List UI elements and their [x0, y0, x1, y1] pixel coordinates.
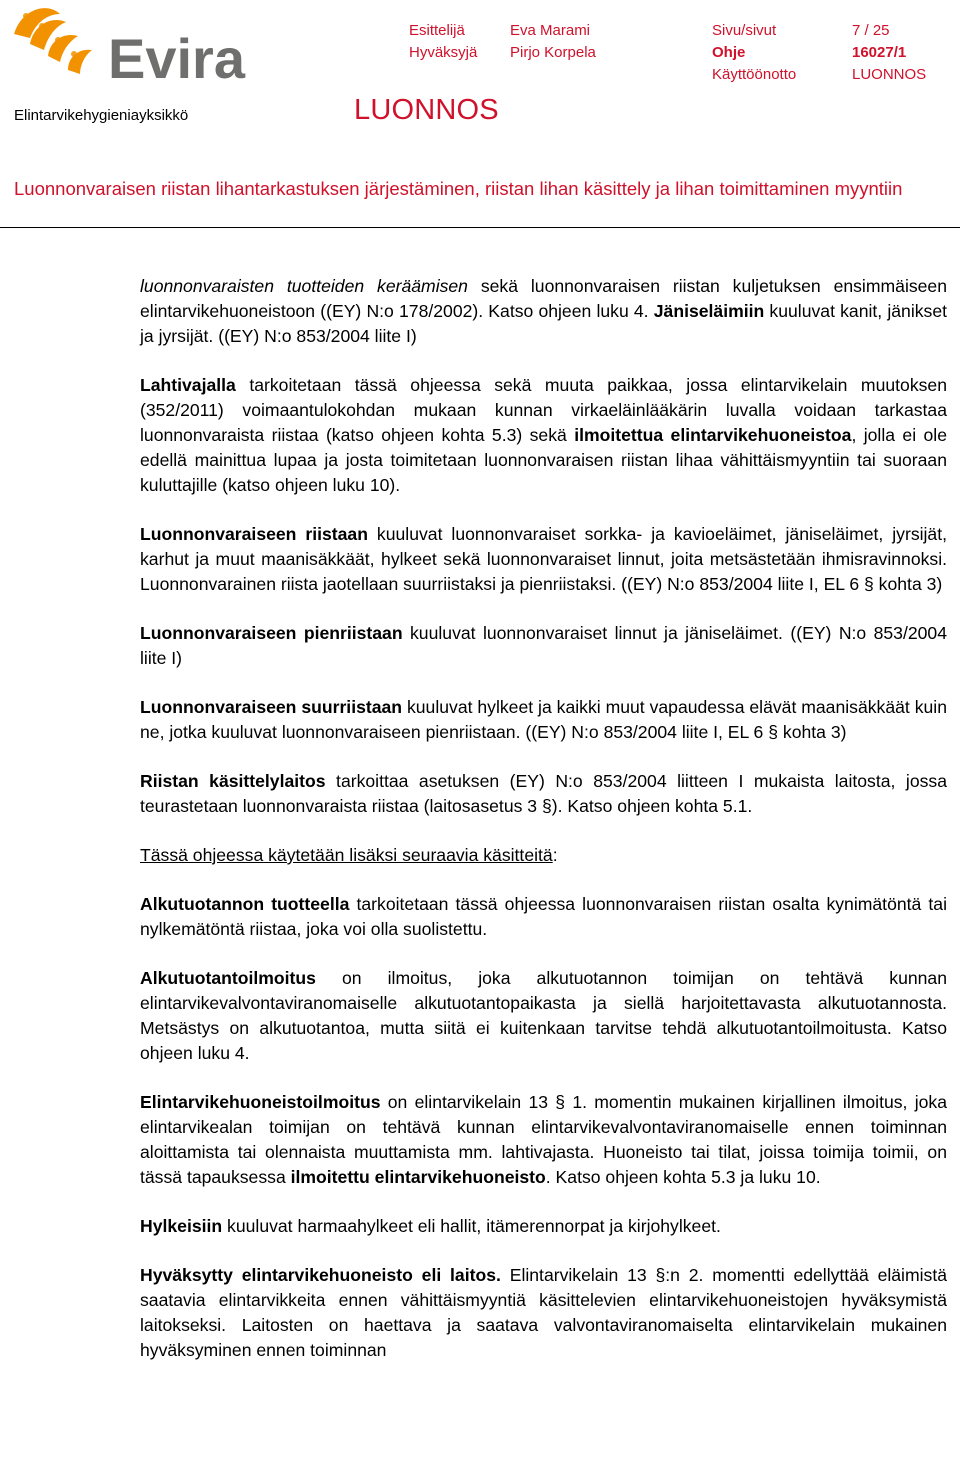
term: Luonnonvaraiseen suurriistaan	[140, 697, 403, 717]
text: ). Katso ohjeen kohta 5.1.	[551, 796, 753, 816]
logo-text: Evira	[108, 27, 245, 88]
section-sign: §	[555, 1092, 566, 1112]
paragraph-hyvaksytty-laitos	[140, 1263, 947, 1363]
text: on elintarvikelain 13	[380, 1092, 556, 1112]
term: Lahtivajalla	[140, 375, 236, 395]
section-sign: §	[655, 1265, 666, 1285]
paragraph-riista	[140, 522, 947, 597]
paragraph-pienriista	[140, 621, 947, 671]
italic-term: luonnonvaraisten tuotteiden keräämisen	[140, 276, 468, 296]
section-sign: §	[768, 722, 779, 742]
text: . Katso ohjeen kohta 5.3 ja luku 10.	[545, 1167, 821, 1187]
sivu-label: Sivu/sivut	[712, 22, 777, 39]
ohje-label: Ohje	[712, 44, 746, 61]
kayttoonotto-label: Käyttöönotto	[712, 66, 797, 83]
hyvaksyja-label: Hyväksyjä	[409, 44, 478, 61]
text: :	[552, 845, 558, 865]
evira-logo	[8, 4, 258, 88]
text: 1. momentin mukainen kirjallinen ilmoitus, joka elintarvikealan toimijan on tehtävä kunnan elintarvikevalvontaviranomaiselle ennen toiminnan aloittamista tai olennaista muuttamista mm. lahtivajasta. Huoneisto tai tilat, joissa toimija toimii, on tässä tapauksessa	[140, 1092, 947, 1187]
term: Riistan käsittelylaitos	[140, 771, 326, 791]
paragraph-kasittelylaitos	[140, 769, 947, 819]
term: Jäniseläimiin	[653, 301, 765, 321]
paragraph-alkutuotannon-tuote	[140, 892, 947, 942]
term: Alkutuotantoilmoitus	[140, 968, 316, 988]
evira-logo-mark	[8, 4, 258, 88]
text: sekä luonnonvaraisen riistan kuljetuksen ensimmäiseen elintarvikehuoneistoon ((EY) N:o 178/2002). Katso ohjeen luku 4.	[140, 276, 948, 321]
sivu-value: 7 / 25	[852, 22, 890, 39]
text: kuuluvat kanit, jänikset ja jyrsijät. ((EY) N:o 853/2004 liite I)	[140, 301, 948, 346]
term: ilmoitettua elintarvikehuoneistoa	[574, 425, 852, 445]
hyvaksyja-value: Pirjo Korpela	[510, 44, 596, 61]
paragraph-hylkeet	[140, 1214, 947, 1239]
text: kuuluvat hylkeet ja kaikki muut vapaudessa elävät maanisäkkäät kuin ne, jotka kuuluvat luonnonvaraiseen pienriistaan. ((EY) N:o 853/2004 liite I, EL 6	[140, 697, 947, 742]
text: kohta 3)	[778, 722, 847, 742]
text: tarkoitetaan tässä ohjeessa luonnonvaraisen riistan osalta kynimätöntä tai nylkemätöntä riistaa, joka voi olla suolistettu.	[140, 894, 947, 939]
paragraph-huoneistoilmoitus	[140, 1090, 947, 1190]
text: on ilmoitus, joka alkutuotannon toimijan on tehtävä kunnan elintarvikevalvontaviranomaiselle alkutuotantopaikasta ja siellä harjoitettavasta alkutuotannosta. Metsästys on alkutuotantoa, mutta siitä ei kuitenkaan tarvitse tehdä alkutuotantoilmoitusta. Katso ohjeen luku 4.	[140, 968, 947, 1063]
paragraph-lahtivaja	[140, 373, 947, 498]
paragraph-suurriista	[140, 695, 947, 745]
department-name: Elintarvikehygieniayksikkö	[14, 107, 189, 124]
text: tarkoitetaan tässä ohjeessa sekä muuta paikkaa, jossa elintarvikelain muutoksen (352/2011) voimaantulokohdan mukaan kunnan virkaeläinlääkärin luvalla voidaan tarkastaa luonnonvaraista riistaa (katso ohjeen kohta 5.3) sekä	[140, 375, 947, 445]
text: kuuluvat luonnonvaraiset sorkka- ja kavioeläimet, jäniseläimet, jyrsijät, karhut ja muut maanisäkkäät, hylkeet sekä luonnonvaraiset linnut, joita metsästetään ihmisravinnoksi. Luonnonvarainen riista jaotellaan suurriistaksi ja pienriistaksi. ((EY) N:o 853/2004 liite I, EL 6	[140, 524, 947, 594]
ohje-value: 16027/1	[852, 44, 907, 61]
section-sign: §	[541, 796, 552, 816]
term: Alkutuotannon tuotteella	[140, 894, 350, 914]
text: kuuluvat luonnonvaraiset linnut ja jäniseläimet. ((EY) N:o 853/2004 liite I)	[140, 623, 947, 668]
underlined-heading: Tässä ohjeessa käytetään lisäksi seuraavia käsitteitä	[140, 845, 553, 865]
term: Hylkeisiin	[140, 1216, 223, 1236]
esittelija-value: Eva Marami	[510, 22, 591, 39]
term: Luonnonvaraiseen pienriistaan	[140, 623, 403, 643]
paragraph-alkutuotantoilmoitus	[140, 966, 947, 1066]
text: , jolla ei ole edellä mainittua lupaa ja josta toimitetaan luonnonvaraisen riistan lihaa vähittäismyyntiin tai suoraan kuluttajille (katso ohjeen luku 10).	[140, 425, 947, 495]
text: :n 2. momentti edellyttää eläimistä saatavia elintarvikkeita ennen vähittäismyyntiä käsittelevien elintarvikehuoneistojen hyväksymistä laitokseksi. Laitosten on haettava ja saatava valvontaviranomaiselta elintarvikelain mukainen hyväksyminen ennen toiminnan	[140, 1265, 948, 1360]
esittelija-label: Esittelijä	[409, 22, 465, 39]
header-divider	[0, 227, 960, 228]
document-title: Luonnonvaraisen riistan lihantarkastuksen järjestäminen, riistan lihan käsittely ja lihan toimittaminen myyntiin	[14, 178, 903, 199]
document-body	[140, 274, 947, 1387]
term: Elintarvikehuoneistoilmoitus	[140, 1092, 381, 1112]
section-sign: §	[864, 574, 874, 594]
term: Hyväksytty elintarvikehuoneisto eli laitos.	[140, 1265, 501, 1285]
text: Elintarvikelain 13	[500, 1265, 656, 1285]
paragraph-intro	[140, 274, 947, 349]
text: tarkoittaa asetuksen (EY) N:o 853/2004 liitteen I mukaista laitosta, jossa teurastetaan luonnonvaraista riistaa (laitosasetus 3	[140, 771, 947, 816]
status-big: LUONNOS	[354, 94, 499, 126]
text: kohta 3)	[873, 574, 943, 594]
text: kuuluvat harmaahylkeet eli hallit, itämerennorpat ja kirjohylkeet.	[222, 1216, 721, 1236]
term: Luonnonvaraiseen riistaan	[140, 524, 368, 544]
paragraph-kasitteet-heading	[140, 843, 947, 868]
term: ilmoitettu elintarvikehuoneisto	[290, 1167, 546, 1187]
kayttoonotto-value: LUONNOS	[852, 66, 927, 83]
